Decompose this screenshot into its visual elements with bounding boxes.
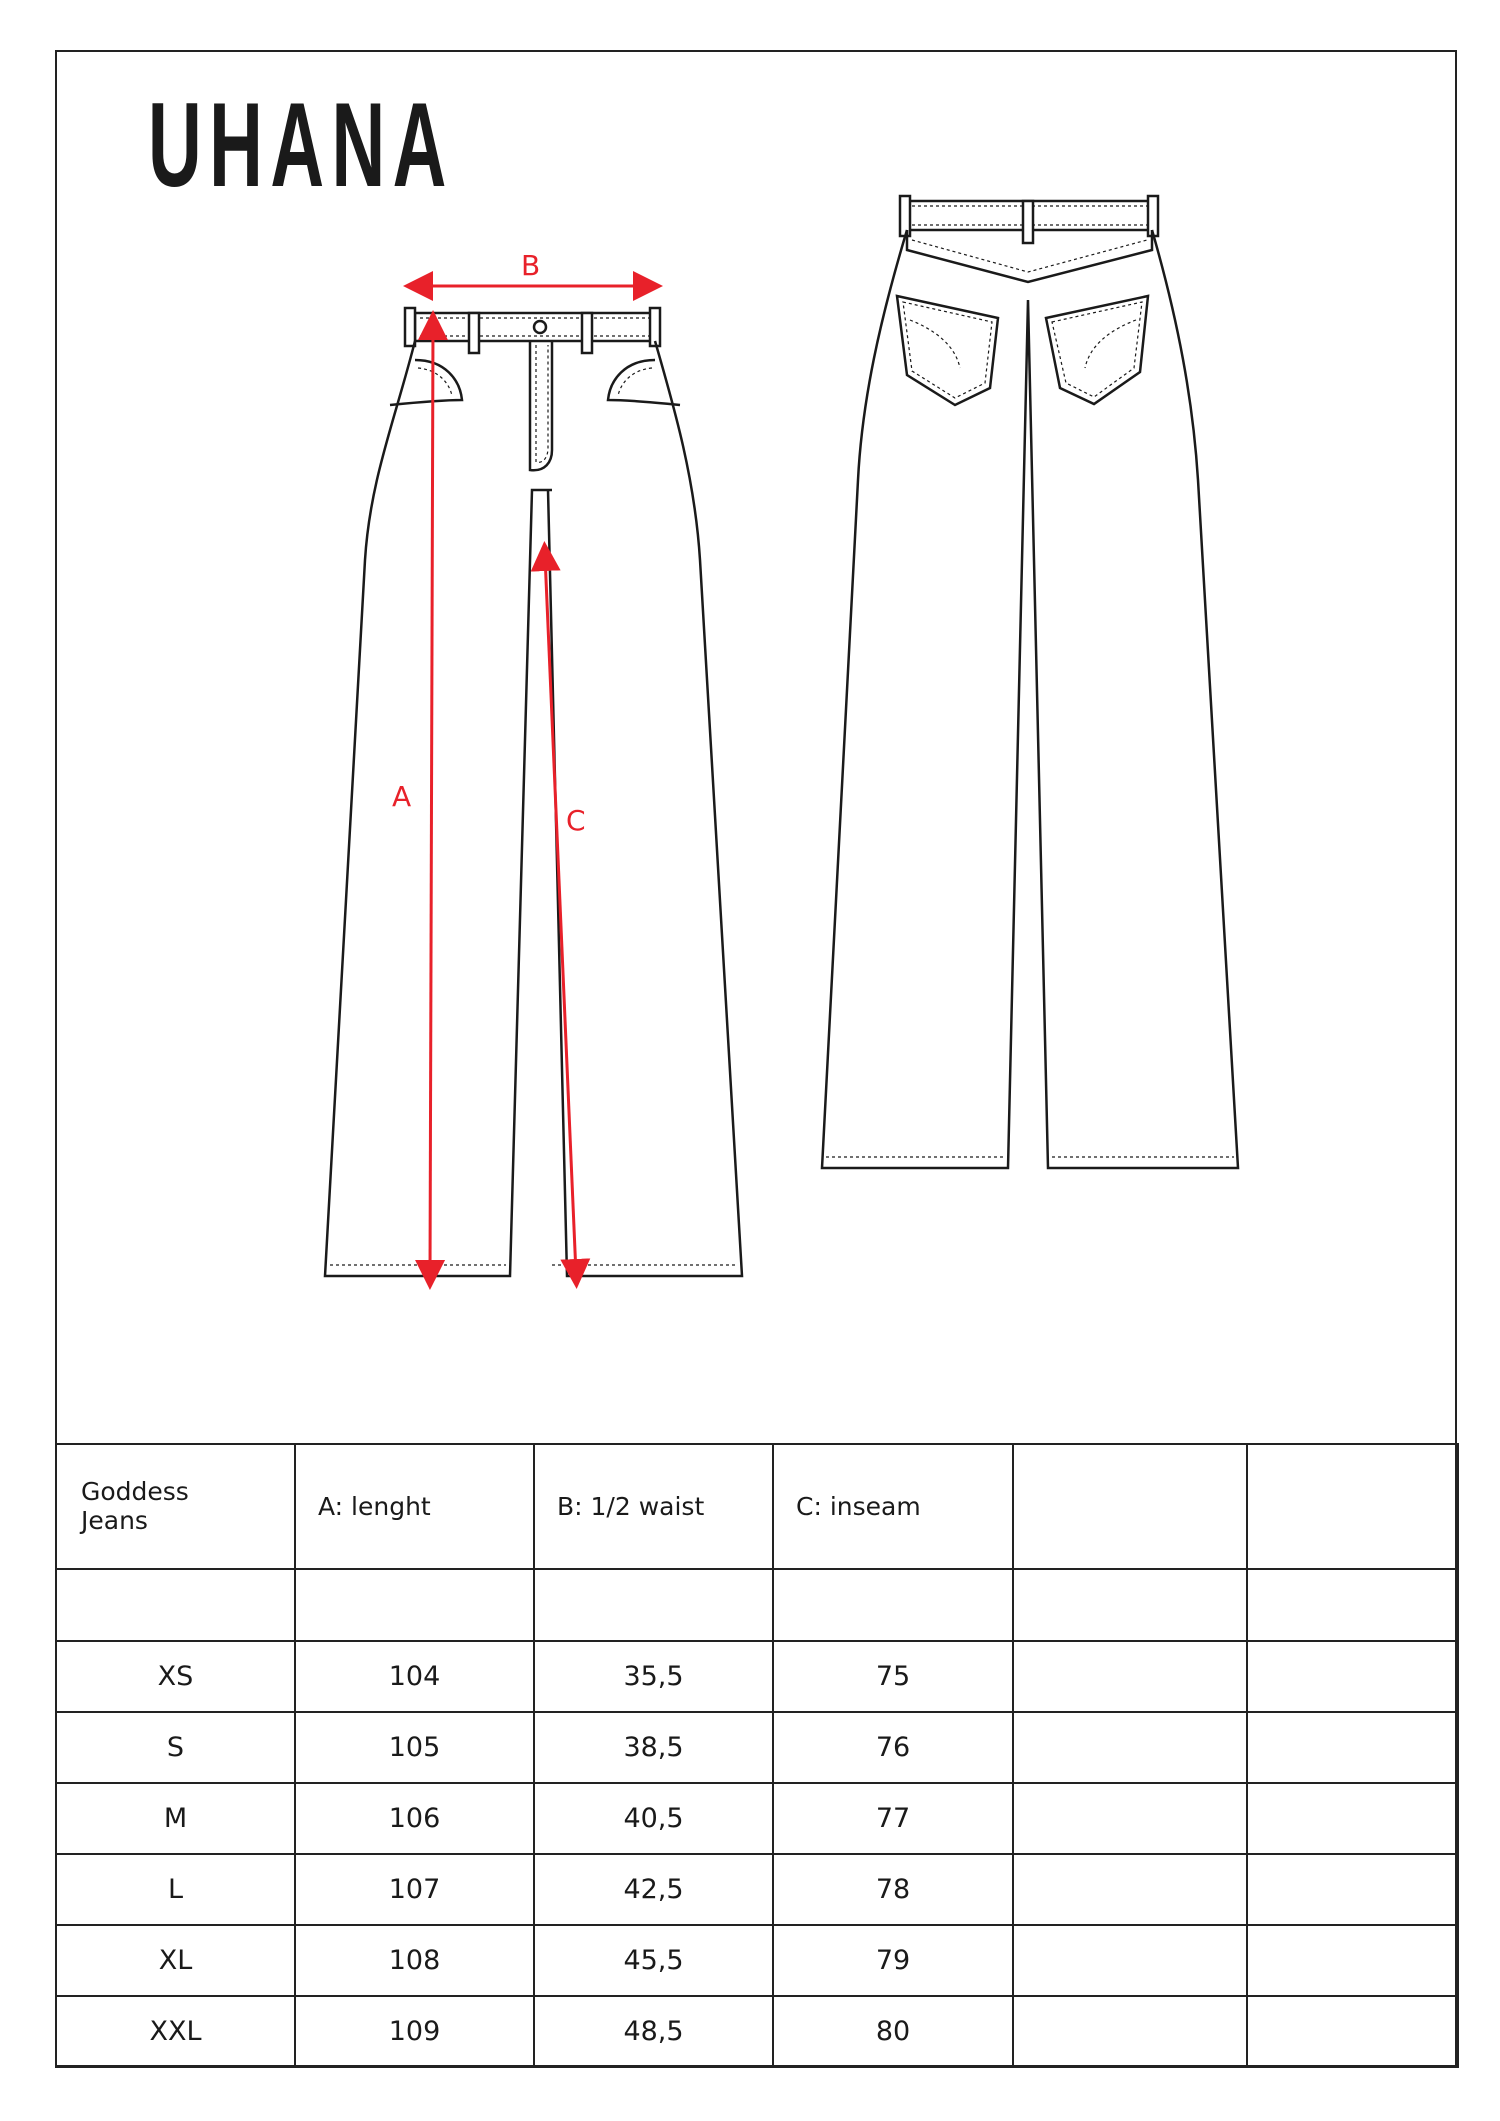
length-cell: 107 [295, 1854, 534, 1925]
back-view [822, 196, 1238, 1168]
table-row [56, 1712, 1458, 1783]
header-length: A: lenght [295, 1444, 534, 1569]
table-row [56, 1996, 1458, 2067]
waist-cell: 35,5 [534, 1641, 773, 1712]
size-cell: M [56, 1783, 295, 1854]
size-cell: XXL [56, 1996, 295, 2067]
table-blank-row [56, 1569, 1458, 1641]
inseam-cell: 76 [773, 1712, 1013, 1783]
arrow-a-length [430, 325, 433, 1275]
inseam-cell: 78 [773, 1854, 1013, 1925]
inseam-cell: 79 [773, 1925, 1013, 1996]
label-a: A [392, 780, 412, 813]
inseam-cell: 80 [773, 1996, 1013, 2067]
waist-cell: 40,5 [534, 1783, 773, 1854]
arrow-c-inseam [545, 556, 576, 1274]
waist-cell: 45,5 [534, 1925, 773, 1996]
size-cell: S [56, 1712, 295, 1783]
inseam-cell: 77 [773, 1783, 1013, 1854]
brand-logo: UHANA [148, 78, 454, 212]
header-inseam: C: inseam [773, 1444, 1013, 1569]
waist-cell: 48,5 [534, 1996, 773, 2067]
header-half-waist: B: 1/2 waist [534, 1444, 773, 1569]
table-header-row [56, 1444, 1458, 1569]
table-row [56, 1641, 1458, 1712]
table-row [56, 1925, 1458, 1996]
table-row [56, 1783, 1458, 1854]
size-cell: XS [56, 1641, 295, 1712]
header-empty-5 [1013, 1444, 1247, 1569]
size-cell: L [56, 1854, 295, 1925]
size-chart-table [55, 1443, 1459, 2068]
length-cell: 105 [295, 1712, 534, 1783]
waist-cell: 42,5 [534, 1854, 773, 1925]
table-row [56, 1854, 1458, 1925]
header-product-name: Goddess Jeans [56, 1444, 295, 1569]
length-cell: 108 [295, 1925, 534, 1996]
measurement-arrows [418, 286, 648, 1275]
label-b: B [521, 249, 541, 282]
waist-cell: 38,5 [534, 1712, 773, 1783]
length-cell: 106 [295, 1783, 534, 1854]
size-cell: XL [56, 1925, 295, 1996]
length-cell: 109 [295, 1996, 534, 2067]
header-empty-6 [1247, 1444, 1458, 1569]
inseam-cell: 75 [773, 1641, 1013, 1712]
label-c: C [566, 804, 586, 837]
length-cell: 104 [295, 1641, 534, 1712]
front-view [325, 308, 742, 1276]
